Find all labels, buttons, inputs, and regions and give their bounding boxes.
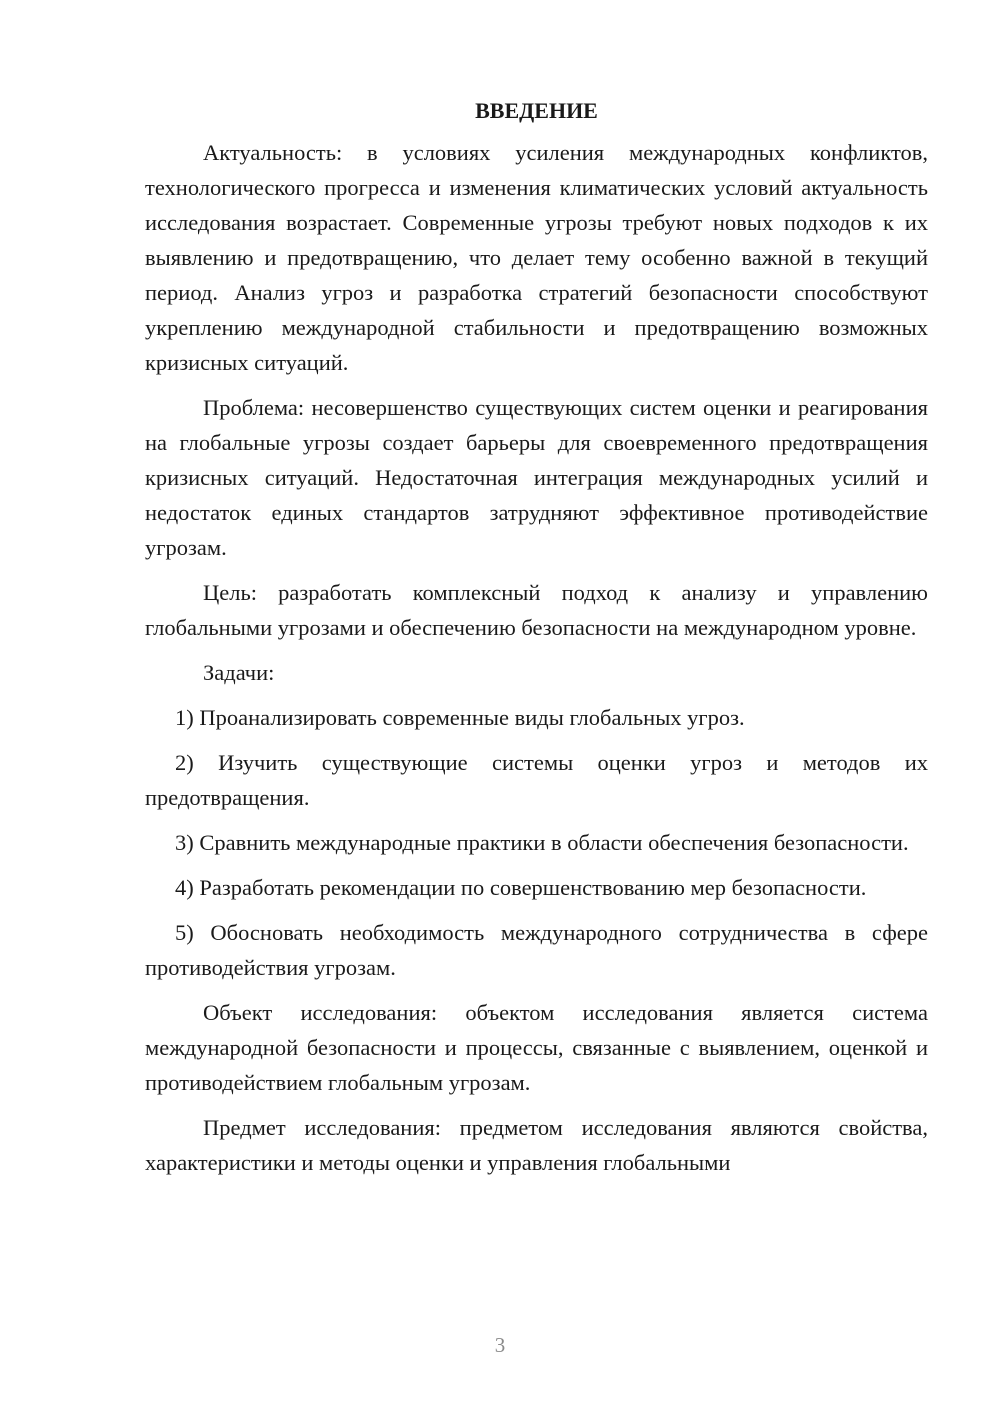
goal-paragraph: Цель: разработать комплексный подход к анализу и управлению глобальными угрозами и обеспечению безопасности на международном уровне.: [145, 580, 928, 640]
task-item: 5) Обосновать необходимость международного сотрудничества в сфере противодействия угрозам.: [145, 920, 928, 980]
tasks-label: Задачи:: [203, 660, 275, 685]
task-item: 2) Изучить существующие системы оценки угроз и методов их предотвращения.: [145, 750, 928, 810]
problem-paragraph: Проблема: несовершенство существующих систем оценки и реагирования на глобальные угрозы создает барьеры для своевременного предотвращения кризисных ситуаций. Недостаточная интеграция международных усилий и недостаток единых стандартов затрудняют эффективное противодействие угрозам.: [145, 395, 928, 560]
relevance-paragraph: Актуальность: в условиях усиления международных конфликтов, технологического прогресса и изменения климатических условий актуальность исследования возрастает. Современные угрозы требуют новых подходов к их выявлению и предотвращению, что делает тему особенно важной в текущий период. Анализ угроз и разработка стратегий безопасности способствуют укреплению международной стабильности и предотвращению возможных кризисных ситуаций.: [145, 140, 928, 375]
task-item: 3) Сравнить международные практики в области обеспечения безопасности.: [175, 830, 909, 855]
subject-paragraph: Предмет исследования: предметом исследования являются свойства, характеристики и методы оценки и управления глобальными: [145, 1115, 928, 1175]
object-paragraph: Объект исследования: объектом исследования является система международной безопасности и процессы, связанные с выявлением, оценкой и противодействием глобальным угрозам.: [145, 1000, 928, 1095]
document-body: [145, 97, 928, 1190]
task-item: 1) Проанализировать современные виды глобальных угроз.: [175, 705, 745, 730]
page-number: 3: [494, 1333, 506, 1357]
task-item: 4) Разработать рекомендации по совершенствованию мер безопасности.: [175, 875, 867, 900]
section-heading: ВВЕДЕНИЕ: [475, 98, 598, 123]
